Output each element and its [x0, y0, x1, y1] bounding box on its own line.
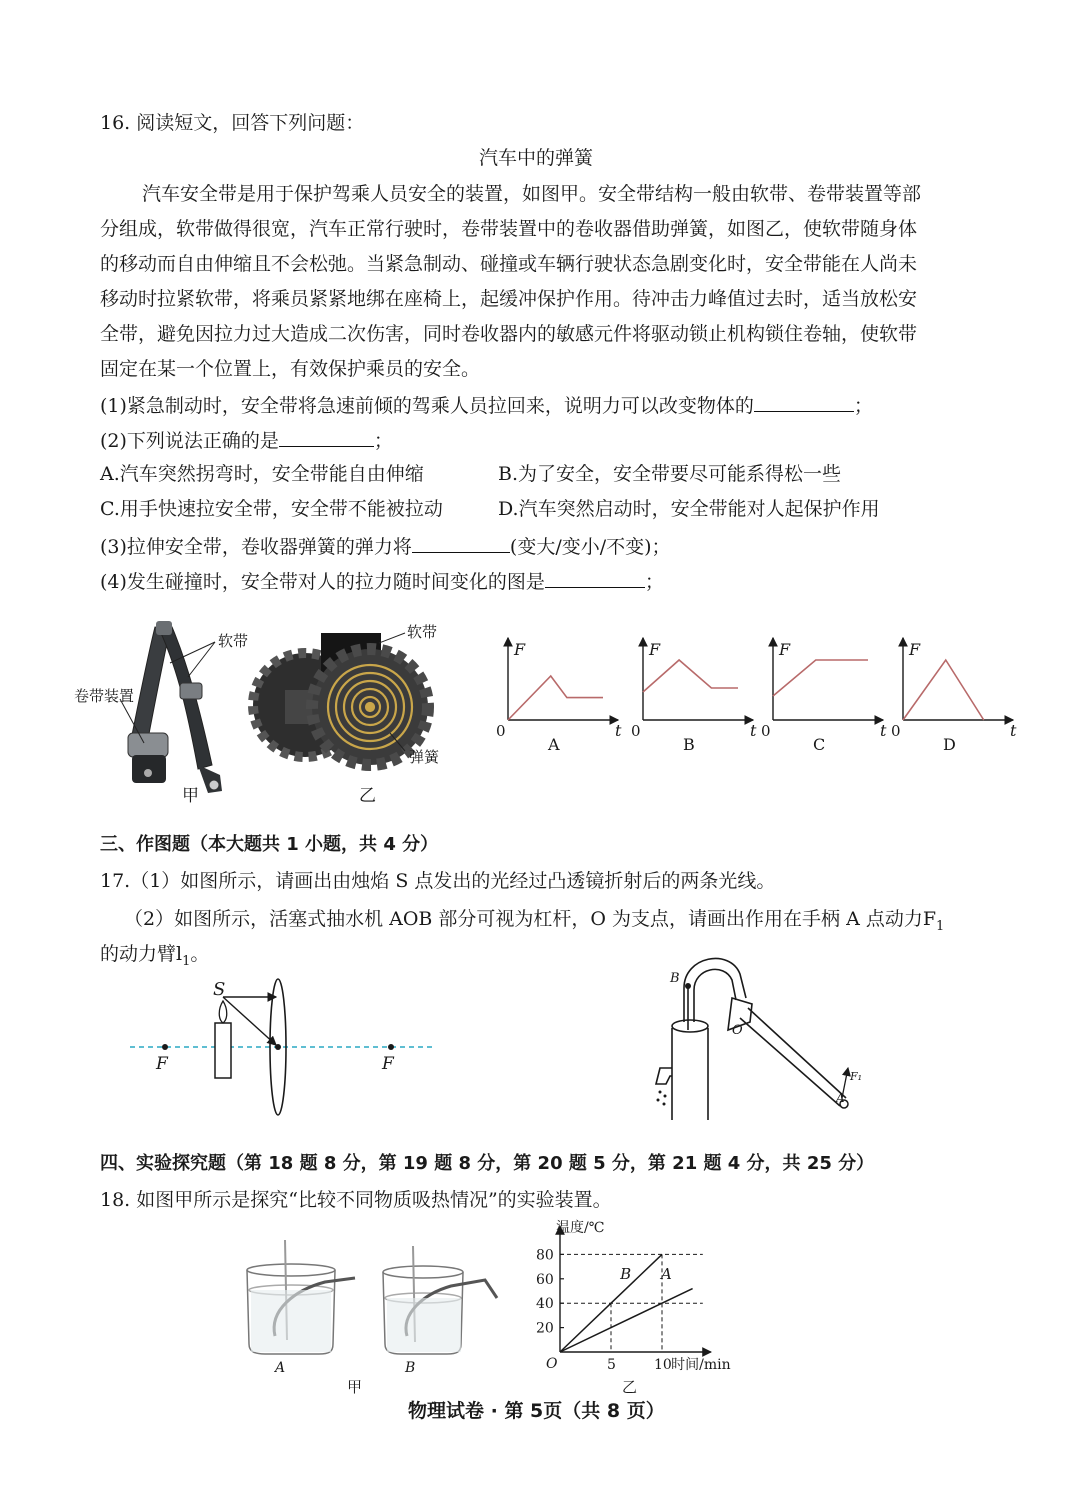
x-tick-label: 5 — [607, 1357, 616, 1373]
x-axis-label: 时间/min — [671, 1357, 731, 1373]
section-3-heading: 三、作图题（本大题共 1 小题，共 4 分） — [100, 834, 439, 855]
liquid-b — [387, 1298, 461, 1352]
label-f1: F₁ — [850, 1070, 863, 1083]
section-4-heading: 四、实验探究题（第 18 题 8 分，第 19 题 8 分，第 20 题 5 分，第 21 题 4 分，共 25 分） — [100, 1153, 875, 1174]
focus-left — [162, 1044, 168, 1050]
punct: ； — [853, 395, 873, 417]
subquestion-3-choices: (变大/变小/不变)； — [509, 536, 671, 558]
graph-group — [496, 638, 1017, 754]
page-footer: 物理试卷 · 第 5页（共 8 页） — [408, 1400, 665, 1422]
graph-label: D — [943, 735, 956, 754]
y-tick-label: 80 — [536, 1247, 554, 1264]
label-s: S — [213, 979, 226, 1000]
y-axis-label: 温度/℃ — [556, 1220, 605, 1237]
origin-label: 0 — [761, 722, 771, 740]
retractor-figure — [245, 615, 475, 810]
y-tick-label: 60 — [536, 1271, 554, 1288]
para-line: 分组成，软带做得很宽，汽车正常行驶时，卷带装置中的卷收器借助弹簧，如图乙，使软带随身体 — [100, 218, 918, 240]
punct: ； — [644, 571, 664, 593]
liquid-a — [251, 1290, 331, 1352]
f-axis-label: F — [514, 640, 526, 659]
t-axis-label: t — [880, 721, 887, 740]
answer-blank[interactable] — [754, 391, 854, 412]
fig-label-yi-2: 乙 — [622, 1378, 638, 1396]
force-curve — [508, 676, 603, 720]
leader-line — [379, 633, 405, 643]
temperature-time-graph — [520, 1220, 750, 1400]
label-soft-belt-2: 软带 — [407, 623, 438, 641]
option-c: C.用手快速拉安全带，安全带不能被拉动 — [100, 498, 443, 520]
origin-label: 0 — [891, 722, 901, 740]
lens-diagram — [120, 975, 450, 1120]
water-drops — [657, 1091, 667, 1106]
x-tick-label: 10 — [654, 1357, 672, 1373]
flame — [219, 1001, 227, 1023]
q17-part3 — [100, 941, 209, 975]
para-line: 全带，避免因拉力过大造成二次伤害，同时卷收器内的敏感元件将驱动锁止机构锁住卷轴，使软带 — [100, 323, 918, 345]
option-d: D.汽车突然启动时，安全带能对人起保护作用 — [498, 498, 880, 520]
force-curve — [903, 660, 984, 720]
label-f-left: F — [156, 1054, 168, 1074]
subscript: 1 — [936, 918, 945, 934]
pump-body — [672, 1028, 708, 1120]
subquestion-4 — [100, 567, 664, 595]
t-axis-label: t — [615, 721, 622, 740]
subquestion-3 — [100, 532, 671, 560]
q18-stem: 18. 如图甲所示是探究“比较不同物质吸热情况”的实验装置。 — [100, 1189, 612, 1211]
q17-part2-text: （2）如图所示，活塞式抽水机 AOB 部分可视为杠杆，O 为支点，请画出作用在手柄 A 点动力F — [124, 908, 937, 930]
origin-label: O — [546, 1356, 558, 1372]
optical-center — [275, 1044, 281, 1050]
t-axis-label: t — [1010, 721, 1017, 740]
answer-blank[interactable] — [279, 426, 374, 447]
punct: 。 — [190, 943, 210, 965]
fig-label-yi: 乙 — [359, 786, 376, 806]
force-curve — [773, 660, 868, 696]
pump-diagram — [640, 938, 880, 1128]
leader-line — [188, 642, 215, 677]
option-b: B.为了安全，安全带要尽可能系得松一些 — [498, 463, 842, 485]
label-soft-belt: 软带 — [218, 632, 249, 650]
y-tick-label: 40 — [536, 1296, 554, 1313]
para-line: 固定在某一个位置上，有效保护乘员的安全。 — [100, 358, 481, 380]
graph-label: A — [548, 735, 560, 754]
series-label-B: B — [620, 1264, 632, 1283]
label-b: B — [670, 971, 680, 986]
series-line-A — [560, 1289, 693, 1352]
series-label-A: A — [660, 1264, 672, 1283]
answer-blank[interactable] — [545, 567, 645, 588]
fig-label-jia-2: 甲 — [347, 1378, 363, 1396]
label-f-right: F — [382, 1054, 394, 1074]
q17-part2 — [124, 906, 944, 940]
y-tick-label: 20 — [536, 1320, 554, 1337]
pivot-b — [685, 983, 691, 989]
ft-graphs — [490, 630, 1020, 760]
f-axis-label: F — [909, 640, 921, 659]
pump-mouth — [672, 1020, 708, 1032]
subquestion-4-text: (4)发生碰撞时，安全带对人的拉力随时间变化的图是 — [100, 571, 545, 593]
beakers-figure — [235, 1240, 515, 1395]
f-axis-label: F — [779, 640, 791, 659]
para-line: 汽车安全带是用于保护驾乘人员安全的装置，如图甲。安全带结构一般由软带、卷带装置等部 — [142, 183, 922, 205]
label-spring: 弹簧 — [409, 748, 440, 766]
fig-label-jia: 甲 — [182, 786, 199, 806]
subquestion-1 — [100, 391, 873, 419]
seatbelt-illustration — [128, 621, 222, 793]
pump-spout — [656, 1068, 672, 1084]
beaker-label-a: A — [275, 1360, 286, 1376]
subscript: 1 — [182, 953, 191, 969]
graph-label: C — [813, 735, 826, 754]
origin-label: 0 — [496, 722, 506, 740]
graph-label: B — [683, 735, 695, 754]
label-retractor: 卷带装置 — [74, 687, 135, 705]
subquestion-3-text: (3)拉伸安全带，卷收器弹簧的弹力将 — [100, 536, 412, 558]
subquestion-1-text: (1)紧急制动时，安全带将急速前倾的驾乘人员拉回来，说明力可以改变物体的 — [100, 395, 754, 417]
candle — [215, 1023, 231, 1078]
beaker-label-b: B — [405, 1360, 416, 1376]
q17-part1: 17.（1）如图所示，请画出由烛焰 S 点发出的光经过凸透镜折射后的两条光线。 — [100, 870, 776, 892]
article-title: 汽车中的弹簧 — [479, 147, 594, 169]
f-axis-label: F — [649, 640, 661, 659]
origin-label: 0 — [631, 722, 641, 740]
lever-arm — [740, 1008, 846, 1106]
punct: ； — [373, 430, 393, 452]
force-curve — [643, 660, 738, 692]
q17-part3-text: 的动力臂l — [100, 943, 183, 965]
label-o: O — [732, 1023, 743, 1038]
answer-blank[interactable] — [412, 532, 510, 553]
t-axis-label: t — [750, 721, 757, 740]
option-a: A.汽车突然拐弯时，安全带能自由伸缩 — [100, 463, 424, 485]
para-line: 的移动而自由伸缩且不会松弛。当紧急制动、碰撞或车辆行驶状态急剧变化时，安全带能在人尚未 — [100, 253, 918, 275]
q16-intro: 16. 阅读短文，回答下列问题： — [100, 112, 365, 134]
seatbelt-figure — [60, 615, 260, 810]
subquestion-2-text: (2)下列说法正确的是 — [100, 430, 279, 452]
para-line: 移动时拉紧软带，将乘员紧紧地绑在座椅上，起缓冲保护作用。待冲击力峰值过去时，适当放松安 — [100, 288, 918, 310]
focus-right — [388, 1044, 394, 1050]
label-a: A — [836, 1091, 845, 1105]
subquestion-2 — [100, 426, 393, 454]
